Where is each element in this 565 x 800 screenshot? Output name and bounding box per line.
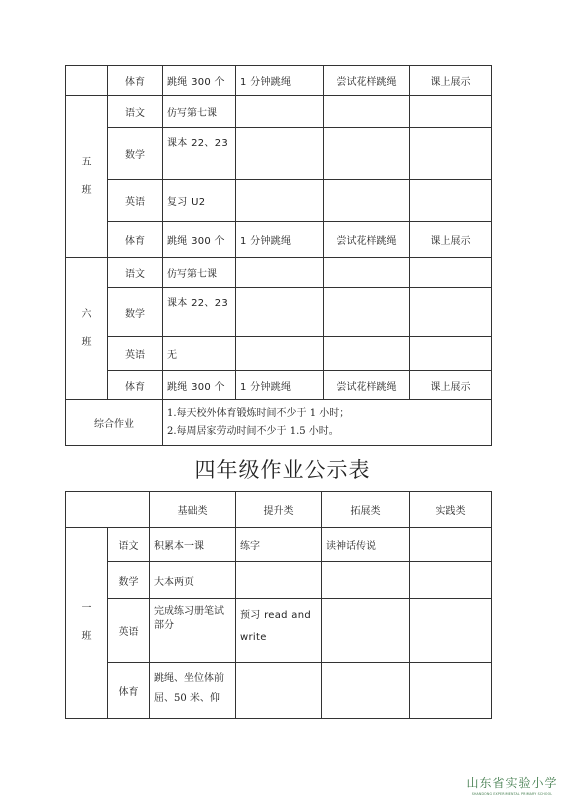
improve-cell bbox=[236, 599, 322, 663]
practice-cell bbox=[410, 599, 492, 663]
blank-cell bbox=[66, 66, 108, 96]
subject-cell: 数学 bbox=[108, 288, 163, 337]
subject-cell: 数学 bbox=[108, 562, 150, 599]
class-name-cell bbox=[66, 528, 108, 719]
table-row bbox=[66, 128, 492, 180]
page-title: 四年级作业公示表 bbox=[194, 458, 371, 482]
basic-line: 部分 bbox=[154, 620, 174, 631]
extend-cell bbox=[324, 96, 410, 128]
table-row bbox=[66, 599, 492, 663]
subject-cell: 英语 bbox=[108, 180, 163, 222]
grade4-homework-table bbox=[65, 491, 492, 719]
subject-cell: 语文 bbox=[108, 528, 150, 562]
practice-cell: 课上展示 bbox=[410, 222, 492, 258]
basic-cell: 复习 U2 bbox=[163, 180, 236, 222]
comprehensive-label: 综合作业 bbox=[66, 400, 163, 446]
subject-cell: 体育 bbox=[108, 222, 163, 258]
extend-cell bbox=[322, 663, 410, 719]
improve-cell bbox=[236, 663, 322, 719]
basic-cell: 课本 22、23 bbox=[163, 128, 236, 180]
improve-cell bbox=[236, 562, 322, 599]
practice-cell bbox=[410, 528, 492, 562]
table-row bbox=[66, 288, 492, 337]
class-name-char: 一 bbox=[81, 603, 92, 614]
basic-line: 跳绳、坐位体前 bbox=[154, 673, 224, 684]
table-row bbox=[66, 371, 492, 400]
practice-cell bbox=[410, 258, 492, 288]
basic-cell: 积累本一课 bbox=[150, 528, 236, 562]
subject-cell: 语文 bbox=[108, 96, 163, 128]
class-name-cell bbox=[66, 258, 108, 400]
basic-cell: 课本 22、23 bbox=[163, 288, 236, 337]
header-extend: 拓展类 bbox=[322, 492, 410, 528]
extend-cell: 读神话传说 bbox=[322, 528, 410, 562]
basic-cell bbox=[150, 599, 236, 663]
improve-cell bbox=[236, 128, 324, 180]
basic-cell: 跳绳 300 个 bbox=[163, 222, 236, 258]
improve-cell: 练字 bbox=[236, 528, 322, 562]
practice-cell: 课上展示 bbox=[410, 66, 492, 96]
extend-cell bbox=[324, 337, 410, 371]
class-name-char: 班 bbox=[81, 336, 92, 348]
table-header-row bbox=[66, 492, 492, 528]
improve-cell bbox=[236, 96, 324, 128]
table-row bbox=[66, 180, 492, 222]
school-logo bbox=[466, 774, 558, 796]
extend-cell: 尝试花样跳绳 bbox=[324, 371, 410, 400]
subject-cell: 英语 bbox=[108, 599, 150, 663]
improve-cell: 1 分钟跳绳 bbox=[236, 371, 324, 400]
homework-table-continued bbox=[65, 65, 492, 446]
extend-cell bbox=[324, 128, 410, 180]
improve-line: write bbox=[240, 632, 267, 643]
table-row bbox=[66, 663, 492, 719]
basic-cell: 仿写第七课 bbox=[163, 258, 236, 288]
header-practice: 实践类 bbox=[410, 492, 492, 528]
subject-cell: 体育 bbox=[108, 371, 163, 400]
extend-cell bbox=[324, 258, 410, 288]
subject-cell: 体育 bbox=[108, 663, 150, 719]
improve-cell bbox=[236, 258, 324, 288]
comprehensive-line: 1.每天校外体育锻炼时间不少于 1 小时； bbox=[167, 407, 350, 419]
subject-cell: 数学 bbox=[108, 128, 163, 180]
improve-cell bbox=[236, 337, 324, 371]
subject-cell: 体育 bbox=[108, 66, 163, 96]
practice-cell bbox=[410, 128, 492, 180]
basic-line: 完成练习册笔试 bbox=[154, 606, 224, 617]
comprehensive-content bbox=[163, 400, 492, 446]
class-name-char: 六 bbox=[81, 308, 92, 320]
improve-cell: 1 分钟跳绳 bbox=[236, 222, 324, 258]
extend-cell bbox=[324, 288, 410, 337]
table-row bbox=[66, 528, 492, 562]
improve-cell bbox=[236, 180, 324, 222]
table-row bbox=[66, 337, 492, 371]
subject-cell: 英语 bbox=[108, 337, 163, 371]
extend-cell bbox=[322, 599, 410, 663]
table-row bbox=[66, 96, 492, 128]
table-row bbox=[66, 258, 492, 288]
class-name-char: 班 bbox=[81, 184, 92, 196]
practice-cell: 课上展示 bbox=[410, 371, 492, 400]
extend-cell: 尝试花样跳绳 bbox=[324, 66, 410, 96]
header-improve: 提升类 bbox=[236, 492, 322, 528]
extend-cell bbox=[322, 562, 410, 599]
basic-cell: 跳绳 300 个 bbox=[163, 66, 236, 96]
practice-cell bbox=[410, 337, 492, 371]
practice-cell bbox=[410, 96, 492, 128]
improve-cell bbox=[236, 288, 324, 337]
extend-cell bbox=[324, 180, 410, 222]
comprehensive-line: 2.每周居家劳动时间不少于 1.5 小时。 bbox=[167, 425, 339, 437]
header-basic: 基础类 bbox=[150, 492, 236, 528]
basic-cell bbox=[150, 663, 236, 719]
school-logo-cn: 山东省实验小学 bbox=[466, 776, 558, 790]
practice-cell bbox=[410, 180, 492, 222]
basic-cell: 无 bbox=[163, 337, 236, 371]
basic-cell: 大本两页 bbox=[150, 562, 236, 599]
table-row bbox=[66, 222, 492, 258]
practice-cell bbox=[410, 562, 492, 599]
practice-cell bbox=[410, 288, 492, 337]
class-name-char: 五 bbox=[81, 156, 92, 168]
school-logo-en: SHANDONG EXPERIMENTAL PRIMARY SCHOOL bbox=[471, 792, 553, 796]
practice-cell bbox=[410, 663, 492, 719]
blank-header-cell bbox=[66, 492, 150, 528]
improve-line: 预习 read and bbox=[240, 610, 311, 621]
improve-cell: 1 分钟跳绳 bbox=[236, 66, 324, 96]
basic-cell: 跳绳 300 个 bbox=[163, 371, 236, 400]
basic-cell: 仿写第七课 bbox=[163, 96, 236, 128]
table-row bbox=[66, 400, 492, 446]
basic-line: 屈、50 米、仰 bbox=[154, 693, 220, 704]
class-name-char: 班 bbox=[81, 631, 92, 642]
table-row bbox=[66, 66, 492, 96]
table-row bbox=[66, 562, 492, 599]
class-name-cell bbox=[66, 96, 108, 258]
subject-cell: 语文 bbox=[108, 258, 163, 288]
extend-cell: 尝试花样跳绳 bbox=[324, 222, 410, 258]
